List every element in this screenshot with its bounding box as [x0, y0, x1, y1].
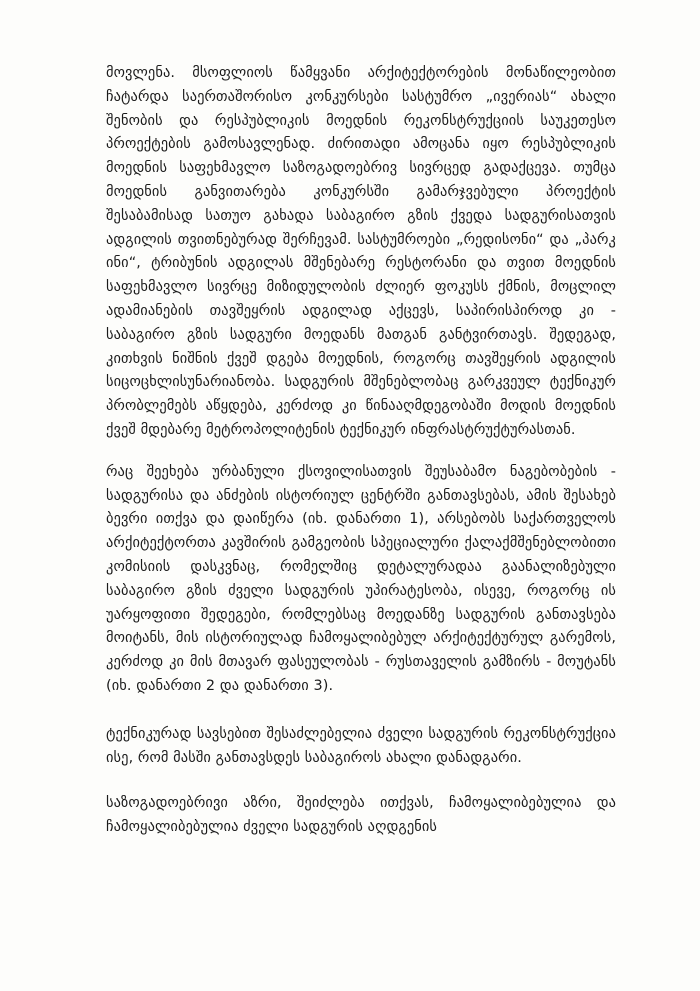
body-paragraph: რაც შეეხება ურბანული ქსოვილისათვის შეუსაბამო ნაგებობების - სადგურისა და ანძების ისტორიულ ცენტრში განთავსებას, ამის შესახებ ბევრი ითქვა და დაიწერა (იხ. დანართი 1), არსებობს საქართველოს არქიტექტორთა კავშირის გამგეობის სპეციალური ქალაქმშენებლობითი კომისიის დასკვნაც, რომელშიც დეტალურადაა გაანალიზებული საბაგირო გზის ძველი სადგურის უპირატესობა, ისევე, როგორც ის უარყოფითი შედეგები, რომლებსაც მოედანზე სადგურის განთავსება მოიტანს, მის ისტორიულად ჩამოყალიბებულ არქიტექტურულ გარემოს, კერძოდ კი მის მთავარ ფასეულობას - რუსთაველის გამზირს - მოუტანს (იხ. დანართი 2 და დანართი 3). [106, 463, 616, 694]
body-paragraph: მოვლენა. მსოფლიოს წამყვანი არქიტექტორების მონაწილეობით ჩატარდა საერთაშორისო კონკურსები სასტუმრო „ივერიას“ ახალი შენობის და რესპუბლიკის მოედნის რეკონსტრუქციის საუკეთესო პროექტების გამოსავლენად. ძირითადი ამოცანა იყო რესპუბლიკის მოედნის საფეხმავლო საზოგადოებრივ სივრცედ გადაქცევა. თუმცა მოედნის განვითარება კონკურსში გამარჯვებული პროექტის შესაბამისად სათუო გახადა საბაგირო გზის ქვედა სადგურისათვის ადგილის თვითნებურად შერჩევამ. სასტუმროები „რედისონი“ და „პარკ ინი“, ტრიბუნის ადგილას მშენებარე რესტორანი და თვით მოედნის საფეხმავლო სივრცე მიზიდულობის ძლიერ ფოკუსს ქმნის, მოცლილ ადამიანების თავშეყრის ადგილად აქცევს, საპირისპიროდ კი - საბაგირო გზის სადგური მოედანს მათგან განტვირთავს. შედეგად, კითხვის ნიშნის ქვეშ დგება მოედნის, როგორც თავშეყრის ადგილის სიცოცხლისუნარიანობა. სადგურის მშენებლობაც გარკვეულ ტექნიკურ პრობლემებს აწყდება, კერძოდ კი წინააღმდეგობაში მოდის მოედნის ქვეშ მდებარე მეტროპოლიტენის ტექნიკურ ინფრასტრუქტურასთან. [106, 65, 616, 438]
body-paragraph: საზოგადოებრივი აზრი, შეიძლება ითქვას, ჩამოყალიბებულია და ჩამოყალიბებულია ძველი სადგურის აღდგენის [106, 795, 616, 836]
body-paragraph: ტექნიკურად სავსებით შესაძლებელია ძველი სადგურის რეკონსტრუქცია ისე, რომ მასში განთავსდეს საბაგიროს ახალი დანადგარი. [106, 725, 616, 766]
